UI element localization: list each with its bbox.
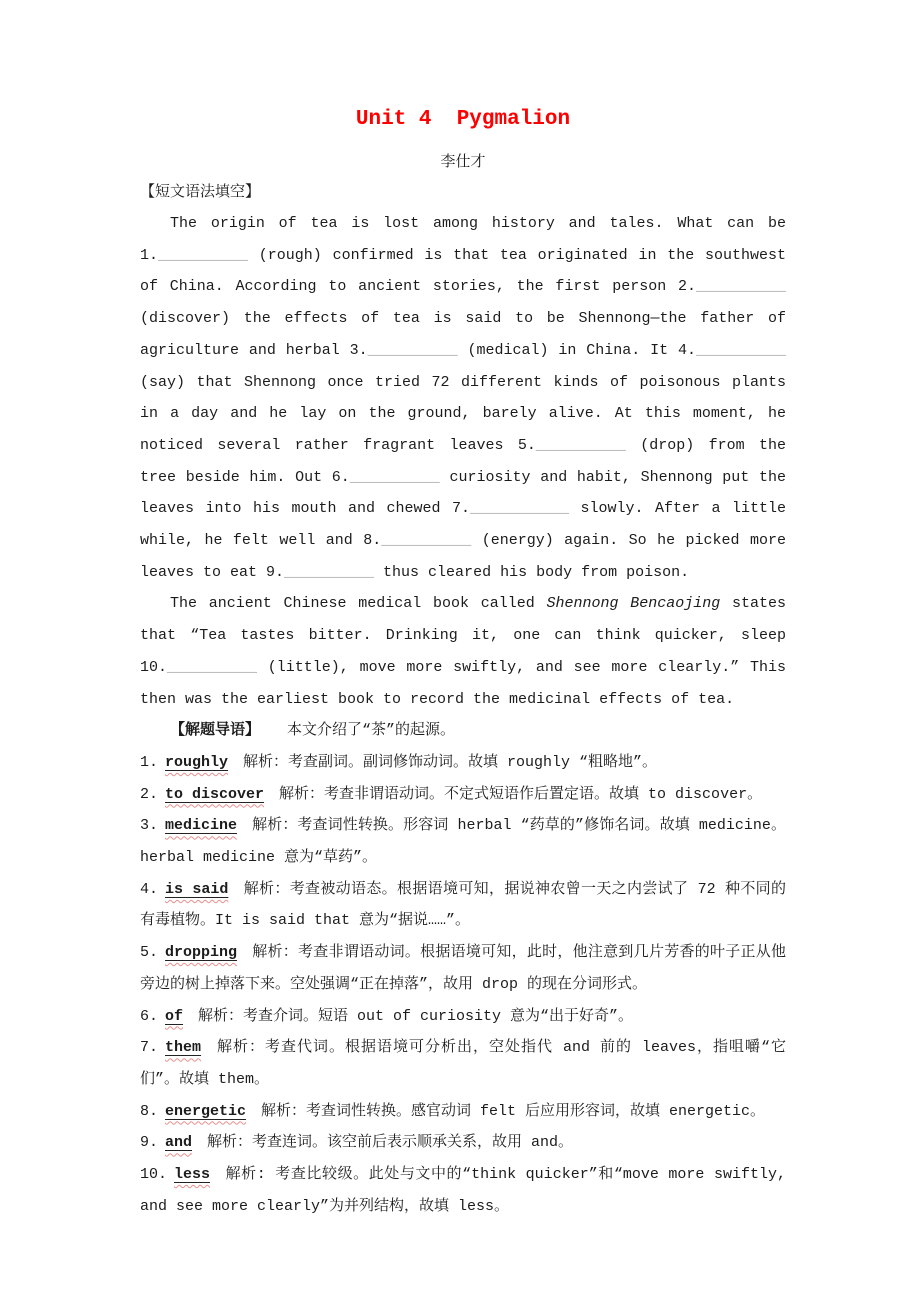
answer-number: 1. <box>140 753 159 771</box>
answer-word <box>165 1103 246 1120</box>
fill-in-blank: ___________ <box>469 500 569 518</box>
answer-number: 6. <box>140 1007 159 1025</box>
spellcheck-underline: roughly <box>165 753 229 771</box>
unit-title: Unit 4 Pygmalion <box>355 108 571 131</box>
answer-word <box>165 881 228 898</box>
answer-item <box>140 1001 786 1033</box>
answer-word <box>165 754 228 771</box>
spellcheck-underline: of <box>165 1007 184 1025</box>
answer-number: 9. <box>140 1134 159 1152</box>
answer-item <box>140 1159 786 1222</box>
answer-item <box>140 747 786 779</box>
spellcheck-underline: them <box>165 1039 202 1057</box>
fill-in-blank: __________ <box>284 563 375 581</box>
answer-number: 2. <box>140 785 159 803</box>
answer-item <box>140 1096 786 1128</box>
spellcheck-underline: energetic <box>165 1102 247 1120</box>
answer-explanation: 解析：考查被动语态。根据语境可知，据说神农曾一天之内尝试了 72 种不同的有毒植物。It is said that 意为“据说……”。 <box>140 880 786 930</box>
answer-item <box>140 1127 786 1159</box>
fill-in-blank: __________ <box>349 468 440 486</box>
answer-word <box>165 817 237 834</box>
passage-paragraph: The ancient Chinese medical book called Shennong Bencaojing states that “Tea tastes bitter. Drinking it, one can think quicker, sleep 10.__________ (little), move more swiftly, and see more clearly.” This then was the earliest book to record the medicinal effects of tea. <box>140 595 786 708</box>
answer-word <box>165 1134 192 1151</box>
fill-in-blank: __________ <box>535 436 626 454</box>
guide-text: 本文介绍了“茶”的起源。 <box>287 722 456 740</box>
answer-item <box>140 779 786 811</box>
fill-in-blank: __________ <box>695 278 786 296</box>
spellcheck-underline: to discover <box>165 785 265 803</box>
answer-number: 10. <box>140 1166 168 1184</box>
spellcheck-underline: medicine <box>165 817 238 835</box>
answer-explanation: 解析：考查代词。根据语境可分析出，空处指代 and 前的 leaves，指咀嚼“它们”。故填 them。 <box>140 1039 786 1088</box>
fill-in-blank: __________ <box>167 658 258 676</box>
passage-paragraph: The origin of tea is lost among history and tales. What can be 1.__________ (rough) confirmed is that tea originated in the southwest of China. According to ancient stories, the first person 2.__________ (discover) the effects of tea is said to be Shennong—the father of agriculture and herbal 3.__________ (medical) in China. It 4.__________ (say) that Shennong once tried 72 different kinds of poisonous plants in a day and he lay on the ground, barely alive. At this moment, he noticed several rather fragrant leaves 5.__________ (drop) from the tree beside him. Out 6.__________ curiosity and habit, Shennong put the leaves into his mouth and chewed 7.___________ slowly. After a little while, he felt well and 8.__________ (energy) again. So he picked more leaves to eat 9.__________ thus cleared his body from poison. <box>140 215 786 581</box>
answer-explanation: 解析：考查词性转换。形容词 herbal “药草的”修饰名词。故填 medicine。herbal medicine 意为“草药”。 <box>140 817 786 867</box>
fill-in-blank: __________ <box>367 341 458 359</box>
section-heading: 【短文语法填空】 <box>140 184 261 201</box>
document-content <box>140 0 786 1223</box>
answer-word <box>165 1008 183 1025</box>
answer-word <box>165 786 264 803</box>
answer-explanation: 解析：考查非谓语动词。不定式短语作后置定语。故填 to discover。 <box>279 785 763 803</box>
answer-word <box>174 1166 210 1183</box>
answer-number: 8. <box>140 1102 159 1120</box>
answer-word <box>165 944 237 961</box>
answer-explanation: 解析：考查副词。副词修饰动词。故填 roughly “粗略地”。 <box>243 753 658 771</box>
fill-in-blank: __________ <box>695 341 786 359</box>
spellcheck-underline: less <box>174 1166 211 1184</box>
answer-item <box>140 810 786 873</box>
answer-explanation: 解析：考查连词。该空前后表示顺承关系，故用 and。 <box>207 1134 574 1152</box>
answer-number: 7. <box>140 1039 159 1057</box>
answer-number: 5. <box>140 944 159 962</box>
answer-item <box>140 937 786 1000</box>
spellcheck-underline: is said <box>165 880 229 898</box>
answer-word <box>165 1039 201 1056</box>
answer-explanation: 解析: 考查比较级。此处与文中的“think quicker”和“move more swiftly, and see more clearly”为并列结构，故填 less。 <box>140 1166 786 1215</box>
answer-explanation: 解析：考查词性转换。感官动词 felt 后应用形容词，故填 energetic。 <box>261 1102 766 1120</box>
fill-in-blank: __________ <box>381 532 472 550</box>
fill-in-blank: __________ <box>158 246 249 264</box>
spellcheck-underline: and <box>165 1134 193 1152</box>
answer-number: 3. <box>140 817 159 835</box>
answer-explanation: 解析：考查介词。短语 out of curiosity 意为“出于好奇”。 <box>198 1007 634 1025</box>
answer-number: 4. <box>140 880 159 898</box>
cloze-passage <box>140 208 786 715</box>
book-title-italic: Shennong Bencaojing <box>546 595 721 613</box>
answer-item <box>140 1032 786 1095</box>
guide-label: 【解题导语】 <box>170 722 261 740</box>
answer-list <box>140 747 786 1223</box>
guide-line <box>140 715 786 747</box>
answer-explanation: 解析：考查非谓语动词。根据语境可知，此时，他注意到几片芳香的叶子正从他旁边的树上掉落下来。空处强调“正在掉落”，故用 drop 的现在分词形式。 <box>140 944 786 993</box>
spellcheck-underline: dropping <box>165 944 238 962</box>
answer-item <box>140 874 786 937</box>
author-name: 李仕才 <box>440 154 486 171</box>
